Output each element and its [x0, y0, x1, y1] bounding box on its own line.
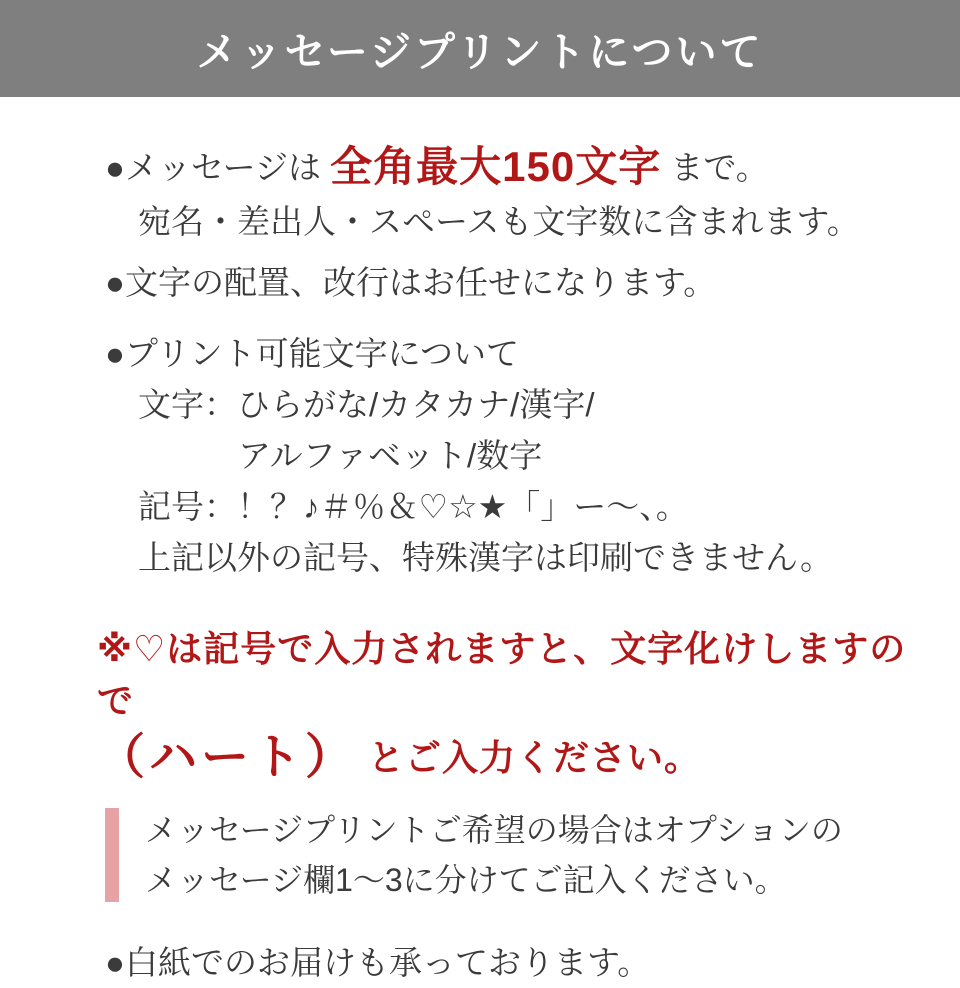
heart-warning-emphasis: （ハート）: [97, 731, 358, 784]
printable-heading: プリント可能文字について: [124, 335, 519, 372]
header-bar: [0, 0, 960, 97]
max-chars-text-pre: メッセージは: [124, 149, 331, 186]
section-printable-chars: [105, 328, 910, 583]
heart-warning-line2: [97, 727, 910, 789]
section-blank-delivery: [105, 937, 910, 988]
printable-heading-line: [105, 328, 910, 379]
max-chars-text-post: まで。: [661, 149, 769, 186]
bullet-icon: ●: [105, 264, 125, 301]
content-area: [0, 139, 960, 988]
section-layout-note: [105, 257, 910, 308]
printable-symbols-line: 記号：！？♪＃％＆♡☆★「」ー〜、。: [138, 488, 689, 525]
page-title: メッセージプリントについて: [196, 29, 764, 75]
option-note-line1: メッセージプリントご希望の場合はオプションの: [145, 812, 843, 848]
bullet-icon: ●: [105, 335, 125, 372]
max-chars-emphasis: 全角最大150文字: [330, 143, 662, 190]
heart-warning: [97, 623, 910, 789]
heart-warning-line1: ※♡は記号で入力されますと、文字化けしますので: [97, 628, 907, 721]
layout-note-line: [105, 257, 910, 308]
printable-restriction-note: 上記以外の記号、特殊漢字は印刷できません。: [138, 539, 833, 576]
blank-delivery-text: 白紙でのお届けも承っております。: [124, 944, 651, 981]
printable-chars-line1: 文字：ひらがな/カタカナ/漢字/: [138, 386, 595, 423]
accent-bar: [105, 808, 119, 902]
max-chars-line1: [105, 139, 910, 196]
printable-chars-line2: アルファベット/数字: [238, 437, 543, 474]
bullet-icon: ●: [105, 944, 125, 981]
layout-note-text: 文字の配置、改行はお任せになります。: [124, 264, 717, 301]
option-note-line2: メッセージ欄1〜3に分けてご記入ください。: [145, 862, 787, 898]
max-chars-line2: 宛名・差出人・スペースも文字数に含まれます。: [138, 203, 860, 240]
option-note-text: [119, 805, 843, 905]
option-note: [105, 805, 910, 905]
heart-warning-line2-rest: とご入力ください。: [357, 737, 702, 778]
bullet-icon: ●: [105, 149, 125, 186]
section-max-chars: [105, 139, 910, 247]
blank-delivery-line: [105, 937, 910, 988]
